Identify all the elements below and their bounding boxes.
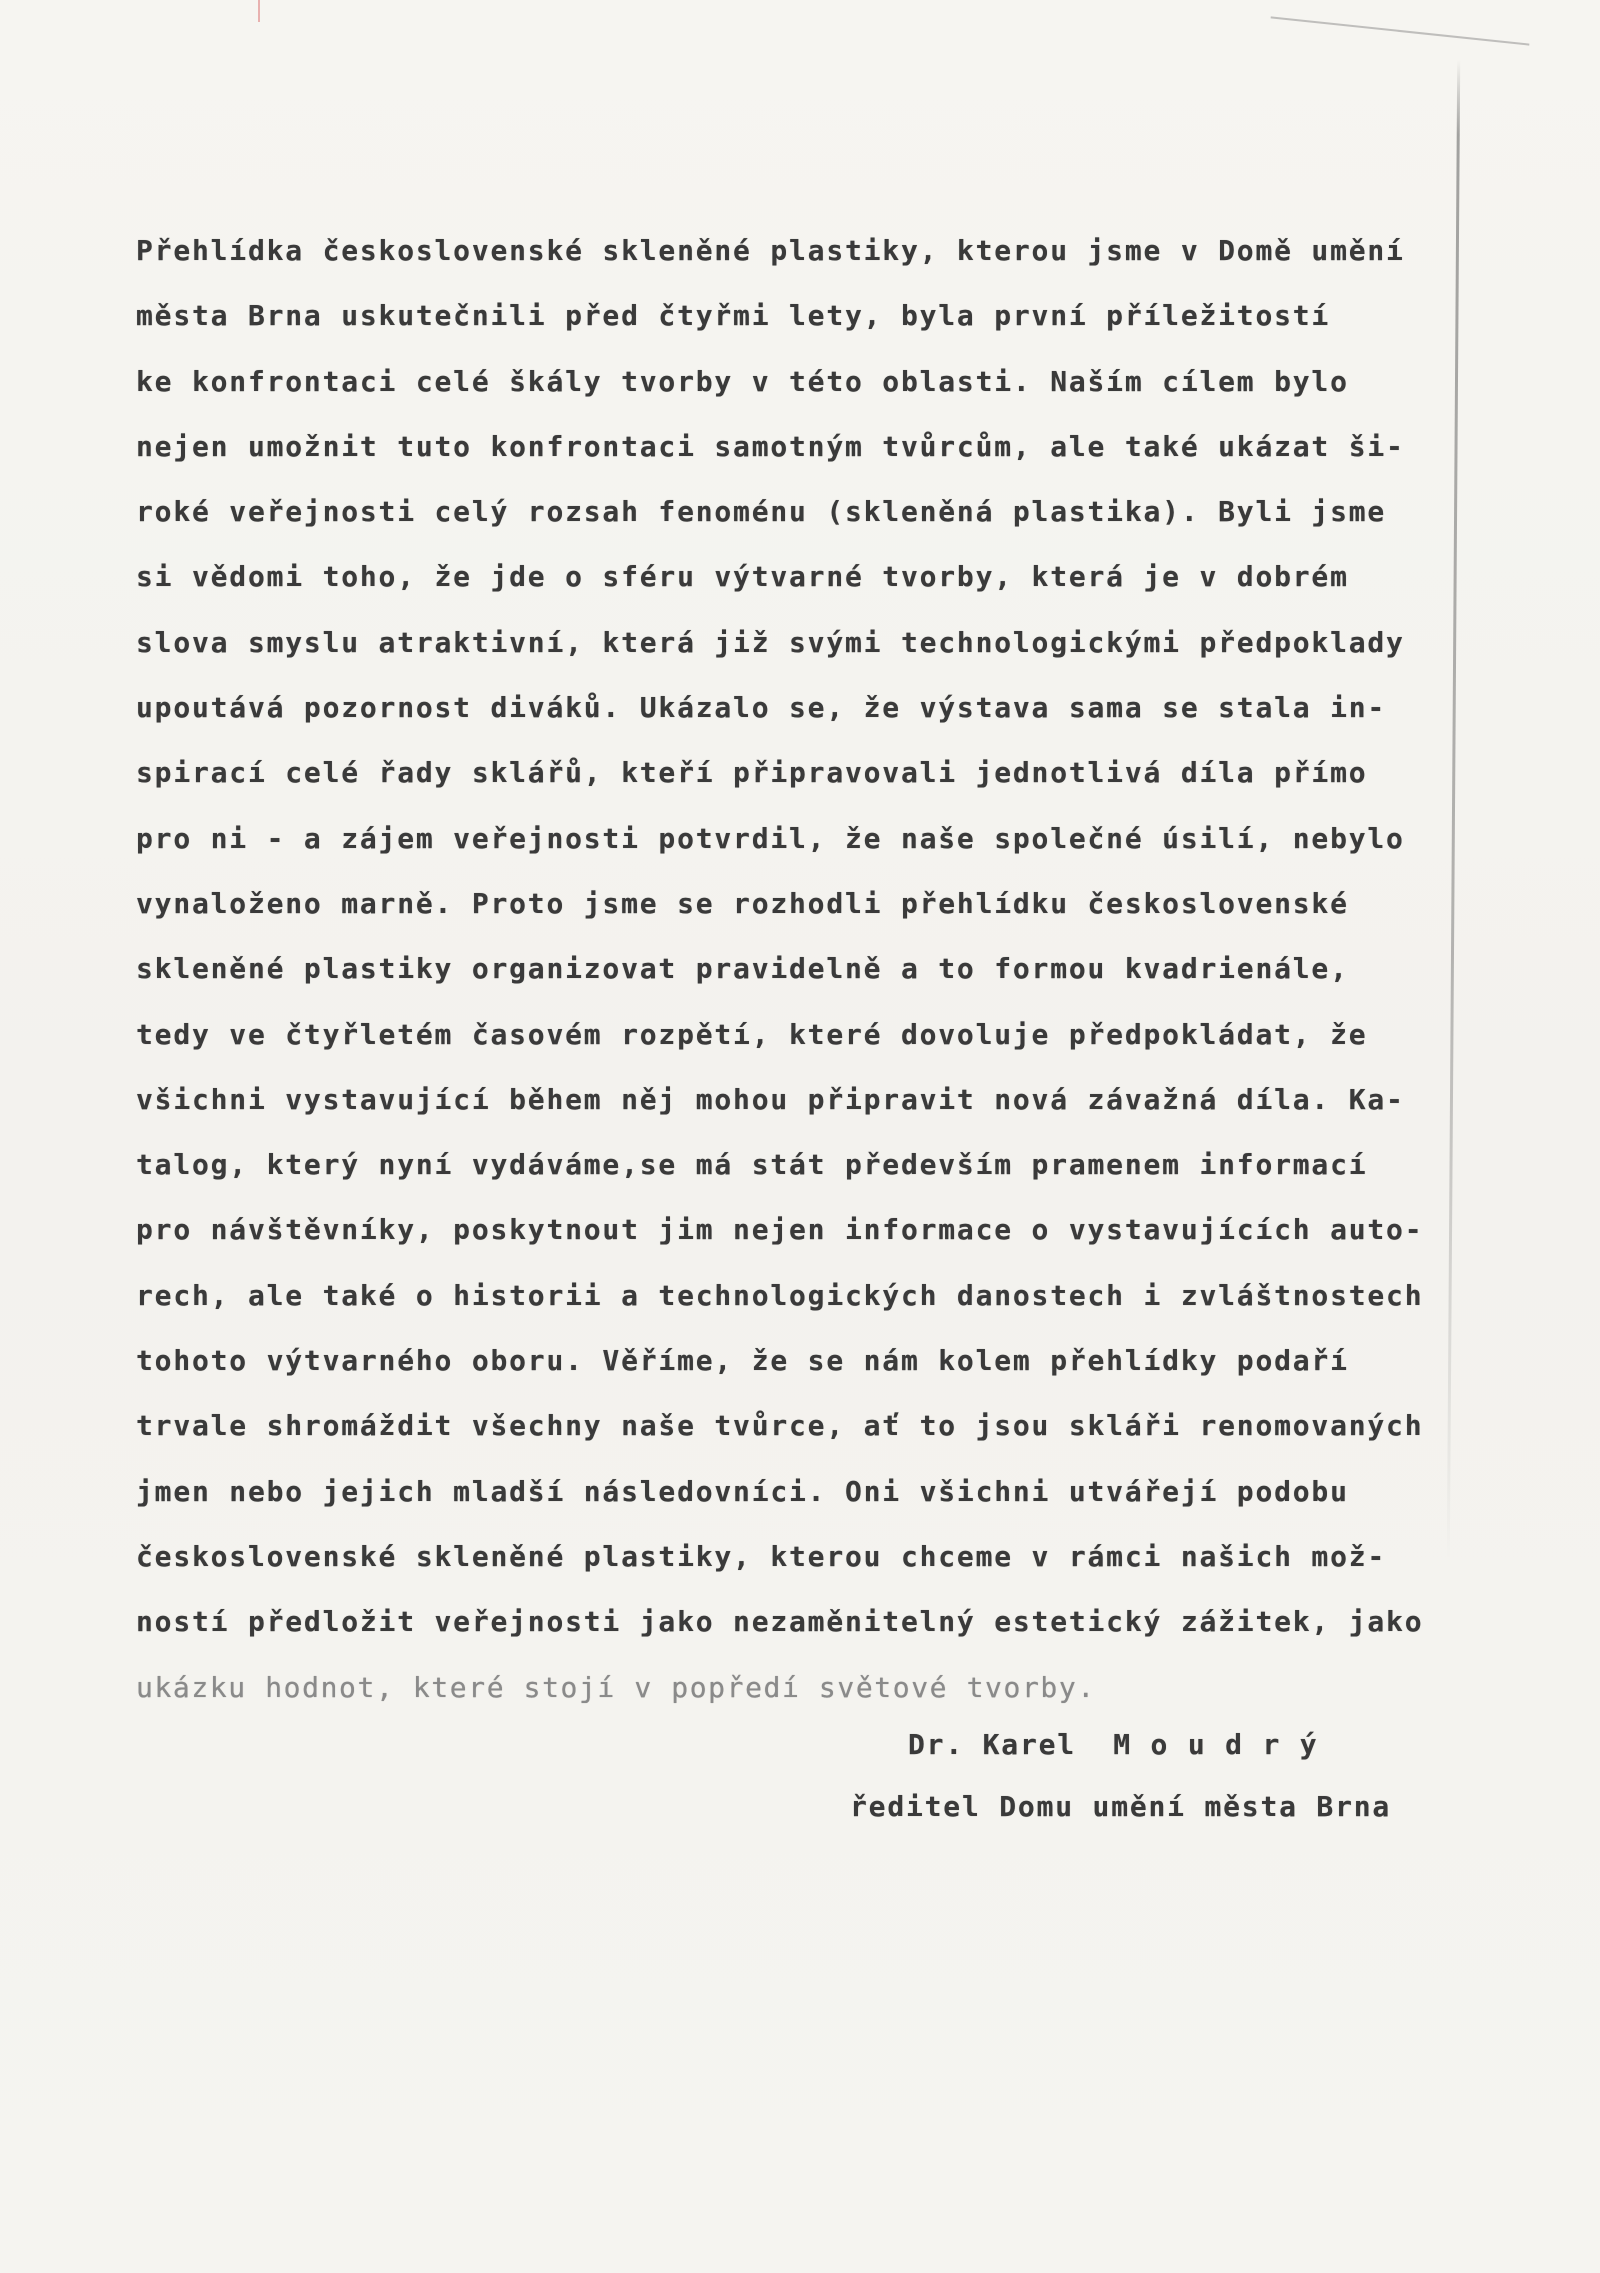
text-line: pro ni - a zájem veřejnosti potvrdil, že naše společné úsilí, nebylo <box>136 821 1405 855</box>
text-line: tedy ve čtyřletém časovém rozpětí, které dovoluje předpokládat, že <box>136 1017 1368 1051</box>
text-line: vynaloženo marně. Proto jsme se rozhodli přehlídku československé <box>136 886 1349 920</box>
text-line: spirací celé řady sklářů, kteří připravovali jednotlivá díla přímo <box>136 756 1368 790</box>
text-line: města Brna uskutečnili před čtyřmi lety, byla první příležitostí <box>136 299 1331 333</box>
text-line: slova smyslu atraktivní, která již svými technologickými předpoklady <box>136 625 1405 659</box>
text-line: talog, který nyní vydáváme,se má stát především pramenem informací <box>136 1148 1368 1182</box>
text-line-final: ukázku hodnot, které stojí v popředí světové tvorby. <box>136 1670 1096 1704</box>
text-line: Přehlídka československé skleněné plastiky, kterou jsme v Domě umění <box>136 234 1405 267</box>
pencil-stroke <box>1271 16 1530 45</box>
signature-title: ředitel Domu umění města Brna <box>850 1790 1392 1823</box>
text-line: roké veřejnosti celý rozsah fenoménu (skleněná plastika). Byli jsme <box>136 495 1387 529</box>
text-line: skleněné plastiky organizovat pravidelně a to formou kvadrienále, <box>136 952 1349 986</box>
text-line: rech, ale také o historii a technologických danostech i zvláštnostech <box>136 1278 1424 1312</box>
signature-name: Dr. Karel M o u d r ý <box>908 1728 1319 1761</box>
text-line: československé skleněné plastiky, kterou chceme v rámci našich mož- <box>136 1539 1387 1573</box>
text-line: upoutává pozornost diváků. Ukázalo se, že výstava sama se stala in- <box>136 691 1387 725</box>
text-line: tohoto výtvarného oboru. Věříme, že se nám kolem přehlídky podaří <box>136 1344 1349 1378</box>
text-line: si vědomi toho, že jde o sféru výtvarné tvorby, která je v dobrém <box>136 560 1349 594</box>
text-line: ke konfrontaci celé škály tvorby v této oblasti. Naším cílem bylo <box>136 364 1349 398</box>
text-line: ností předložit veřejnosti jako nezaměnitelný estetický zážitek, jako <box>136 1605 1424 1639</box>
text-line: nejen umožnit tuto konfrontaci samotným tvůrcům, ale také ukázat ši- <box>136 429 1405 463</box>
letter-body <box>136 218 1516 1720</box>
text-line: pro návštěvníky, poskytnout jim nejen informace o vystavujících auto- <box>136 1213 1424 1247</box>
text-line: trvale shromáždit všechny naše tvůrce, ať to jsou skláři renomovaných <box>136 1409 1424 1443</box>
paper-mark <box>258 0 268 22</box>
signature-block <box>850 1714 1450 1838</box>
text-line: jmen nebo jejich mladší následovníci. Oni všichni utvářejí podobu <box>136 1474 1349 1508</box>
text-line: všichni vystavující během něj mohou připravit nová závažná díla. Ka- <box>136 1082 1405 1116</box>
